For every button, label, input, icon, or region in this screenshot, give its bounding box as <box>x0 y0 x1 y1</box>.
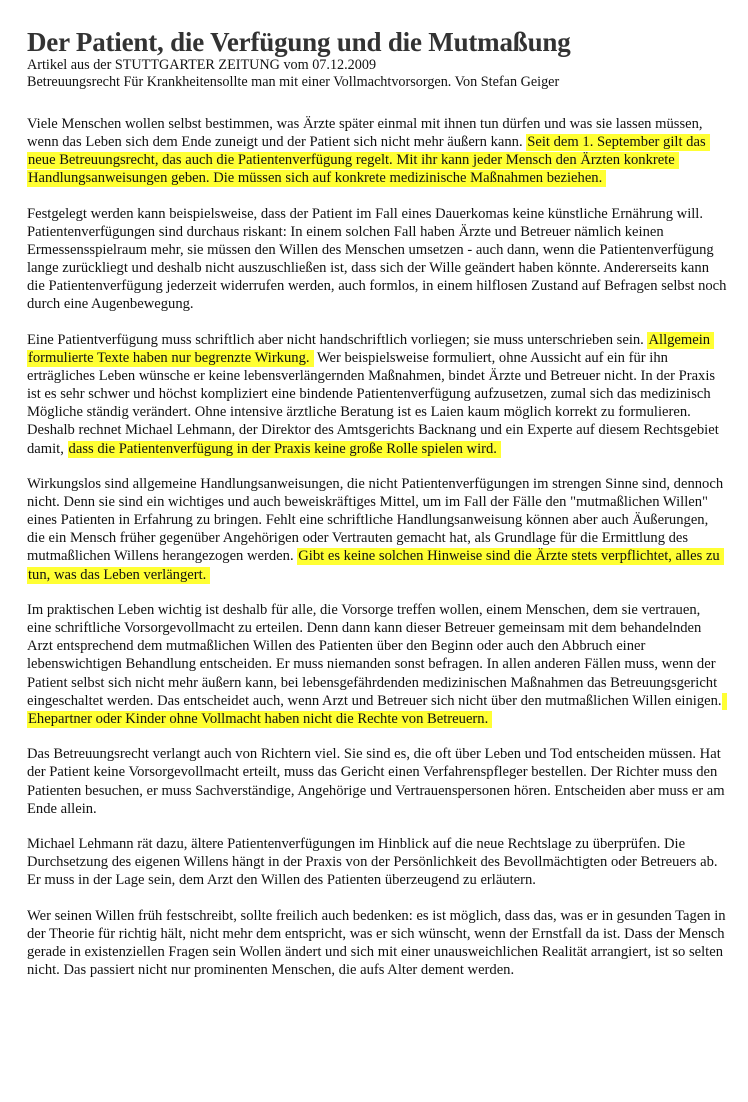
text-segment: Viele Menschen wollen selbst bestimmen, was Ärzte später einmal mit ihnen tun dürfen und was sie lassen müssen, wenn das Leben sich dem Ende zuneigt und der Patient sich nicht mehr äußern kann. <box>27 116 703 151</box>
paragraph <box>27 907 727 979</box>
paragraph <box>27 475 727 584</box>
text-segment: Wer beispielsweise formuliert, ohne Aussicht auf ein für ihn erträgliches Leben wünsche er keine lebensverlängernden Maßnahmen, bindet Ärzte und Betreuer nicht. In der Praxis ist es sehr schwer und höchst kompliziert eine bindende Patientenverfügung aufzusetzen, zumal sich das medizinisch Mögliche ständig verändert. Ohne intensive ärztliche Beratung ist es Laien kaum möglich korrekt zu formulieren. Deshalb rechnet Michael Lehmann, der Direktor des Amtsgerichts Backnang und ein Experte auf diesem Rechtsgebiet damit, <box>27 350 719 457</box>
highlighted-text: dass die Patientenverfügung in der Praxis keine große Rolle spielen wird. <box>68 441 501 458</box>
text-segment: Eine Patientverfügung muss schriftlich aber nicht handschriftlich vorliegen; sie muss unterschrieben sein. <box>27 331 648 348</box>
text-segment: Das Betreuungsrecht verlangt auch von Richtern viel. Sie sind es, die oft über Leben und Tod entscheiden müssen. Hat der Patient keine Vorsorgevollmacht erteilt, muss das Gericht einen Verfahrenspfleger bestellen. Der Richter muss den Patienten besuchen, er muss Sachverständige, Angehörige und Vertrauenspersonen hören. Entscheiden aber muss er am Ende allein. <box>27 746 725 817</box>
highlighted-text: Seit dem 1. September gilt das neue Betreuungsrecht, das auch die Patientenverfügung regelt. Mit ihr kann jeder Mensch den Ärzten konkrete Handlungsanweisungen geben. Die müssen sich auf konkrete medizinische Maßnahmen beziehen. <box>27 134 710 187</box>
paragraph <box>27 115 727 187</box>
text-segment: Festgelegt werden kann beispielsweise, dass der Patient im Fall eines Dauerkomas keine künstliche Ernährung will. Patientenverfügungen sind durchaus riskant: In einem solchen Fall haben Ärzte und Betreuer nämlich keinen Ermessensspielraum mehr, sie müssen den Willen des Menschen umsetzen - auch dann, wenn die Patientenverfügung lange zurückliegt und deshalb nicht auszuschließen ist, dass sich der Wille geändert haben könnte. Andererseits kann die Patientenverfügung jederzeit widerrufen werden, auch formlos, in einem hilflosen Zustand auf Befragen selbst noch durch eine Augenbewegung. <box>27 205 727 313</box>
article <box>27 0 727 997</box>
paragraph <box>27 601 727 728</box>
text-segment: Im praktischen Leben wichtig ist deshalb für alle, die Vorsorge treffen wollen, einem Menschen, dem sie vertrauen, eine schriftliche Vorsorgevollmacht zu erteilen. Denn dann kann dieser Betreuer gemeinsam mit dem behandelnden Arzt entsprechend dem mutmaßlichen Willen des Patienten über den Beginn oder auch den Abbruch einer lebenswichtigen Behandlung entscheiden. Er muss niemanden sonst befragen. In allen anderen Fällen muss, wenn der Patient selbst sich nicht mehr äußern kann, bei lebensgefährdenden medizinischen Maßnahmen das Betreuungsgericht eingeschaltet werden. Das entscheidet auch, wenn Arzt und Betreuer sich nicht über den mutmaßlichen Willen einigen. <box>27 602 722 709</box>
paragraph <box>27 835 727 889</box>
source-line: Artikel aus der STUTTGARTER ZEITUNG vom 07.12.2009 <box>27 57 377 73</box>
highlighted-text: Ehepartner oder Kinder ohne Vollmacht haben nicht die Rechte von Betreuern. <box>27 693 727 728</box>
subtitle-line: Betreuungsrecht Für Krankheitensollte man mit einer Vollmachtvorsorgen. Von Stefan Geiger <box>27 74 560 90</box>
text-segment: Michael Lehmann rät dazu, ältere Patientenverfügungen im Hinblick auf die neue Rechtslage zu überprüfen. Die Durchsetzung des eigenen Willens hängt in der Praxis von der Persönlichkeit des Bevollmächtigten oder Betreuers ab. Er muss in der Lage sein, dem Arzt den Willen des Patienten überzeugend zu erläutern. <box>27 836 718 889</box>
article-title: Der Patient, die Verfügung und die Mutmaßung <box>27 27 571 57</box>
highlighted-text: Allgemein formulierte Texte haben nur begrenzte Wirkung. <box>27 332 714 367</box>
highlighted-text: Gibt es keine solchen Hinweise sind die Ärzte stets verpflichtet, alles zu tun, was das Leben verlängert. <box>27 548 724 583</box>
text-segment: Wirkungslos sind allgemeine Handlungsanweisungen, die nicht Patientenverfügungen im strengen Sinne sind, dennoch nicht. Denn sie sind ein wichtiges und auch beweiskräftiges Mittel, um im Fall der Fälle den "mutmaßlichen Willen" eines Patienten in Erfahrung zu bringen. Fehlt eine schriftliche Handlungsanweisung können aber auch Äußerungen, die ein Mensch früher gegenüber Angehörigen oder Vertrauten gemacht hat, als Grundlage für die Ermittlung des mutmaßlichen Willens herangezogen werden. <box>27 476 724 565</box>
article-body <box>27 115 727 979</box>
text-segment: Wer seinen Willen früh festschreibt, sollte freilich auch bedenken: es ist möglich, dass das, was er in gesunden Tagen in der Theorie für richtig hält, nicht mehr dem entspricht, was er sich wünscht, wenn der Ernstfall da ist. Dass der Mensch gerade in existenziellen Fragen sein Wollen ändert und sich mit einer unausweichlichen Realität arrangiert, ist so selten nicht. Das passiert nicht nur prominenten Menschen, die aufs Alter dement werden. <box>27 907 726 979</box>
paragraph <box>27 205 727 314</box>
paragraph <box>27 331 727 458</box>
paragraph <box>27 745 727 817</box>
